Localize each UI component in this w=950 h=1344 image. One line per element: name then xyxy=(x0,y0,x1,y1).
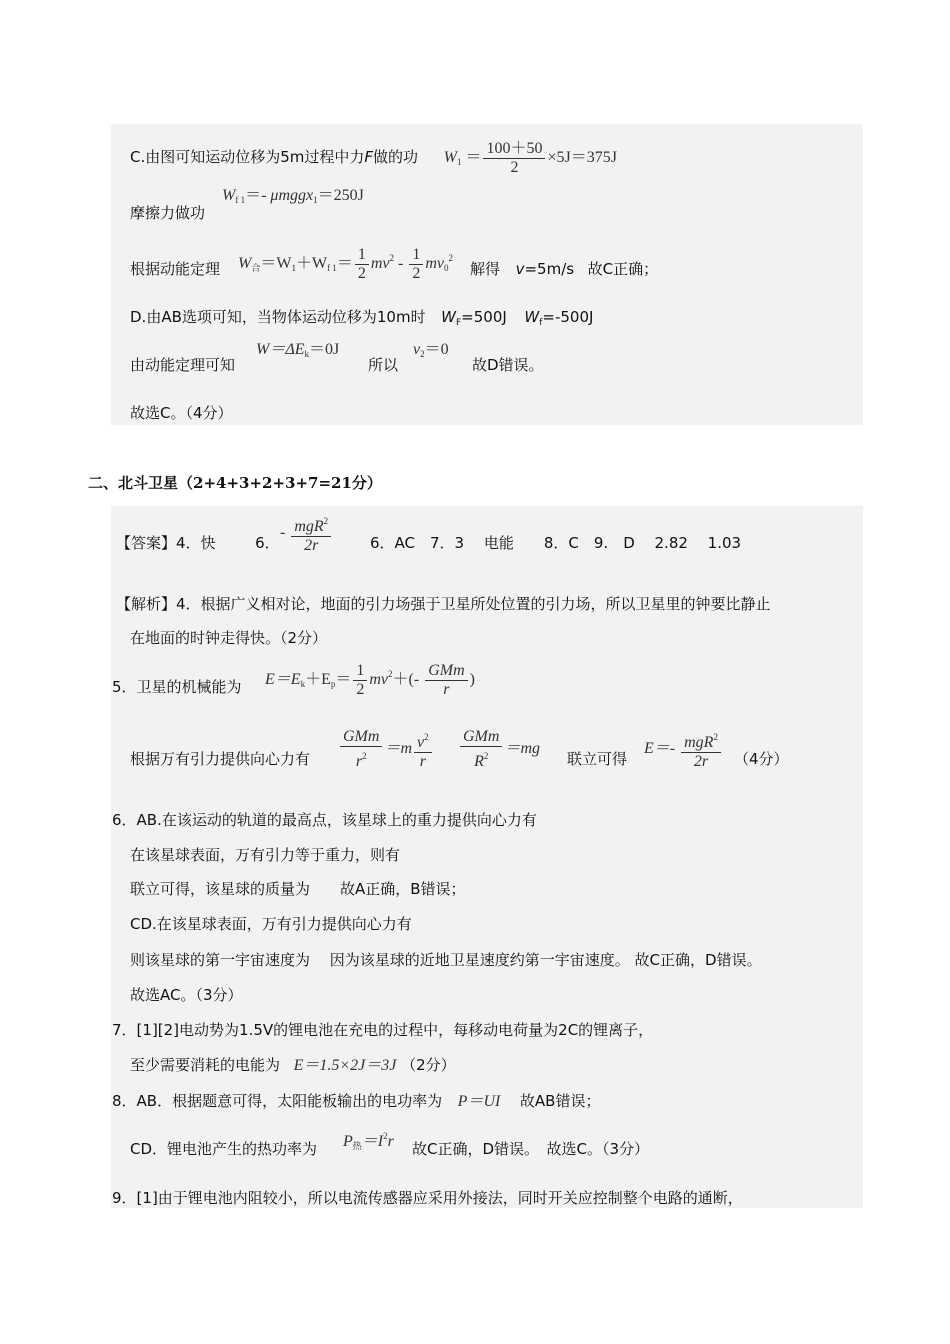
d2-v-formula: $v_2=0$ xyxy=(413,341,449,359)
ke-line: 根据动能定理 xyxy=(130,260,221,278)
q8-line-1: 8．AB．根据题意可得，太阳能板输出的电功率为 P＝UI 故AB错误； xyxy=(112,1092,601,1110)
friction-formula: $W_{f 1}=-$ μmggx$_1$＝250J xyxy=(222,187,364,205)
d2-line: 由动能定理可知 xyxy=(130,356,236,374)
d-line: D.由AB选项可知，当物体运动位移为10m时 $W_F=500J$ $W_f=-500J$ xyxy=(130,308,594,328)
ke-formula: $W_合=W_1+W_{f 1}=$ $\frac{1}{2}$ $mv^2$ - $\frac{1}{2}$ $mv_0^2$ xyxy=(238,246,453,282)
work-formula: $W_1$ ＝ $\frac{100+50}{2}$ ×5J＝375J xyxy=(443,140,617,176)
d2-wrong: 故D错误。 xyxy=(472,356,544,374)
section-heading: 二、北斗卫星（2+4+3+2+3+7=21分） xyxy=(88,474,382,492)
q5b-formula-2: $\frac{\text{GMm}}{R^2}$ ＝mg xyxy=(458,728,540,771)
c-line: C.由图可知运动位移为5m过程中力F做的功 $W_1$ ＝ $\frac{100+50}{2}$ ×5J＝375J xyxy=(130,140,617,176)
q5b-score: （4分） xyxy=(734,750,789,768)
q5b-line: 根据万有引力提供向心力有 xyxy=(130,750,311,768)
q8-line-2b: 故C正确，D错误。 故选C。（3分） xyxy=(412,1140,650,1158)
q6-line-3: 联立可得，该星球的质量为 故A正确，B错误； xyxy=(130,880,466,898)
d2-so: 所以 xyxy=(368,356,399,374)
q5-formula: $E=E_k+E_p=$ $\frac{1}{2}$ $mv^2+(-$ $\frac{\text{GMm}}{r}$ ) xyxy=(265,662,475,698)
ke-solve: 解得 v=5m/s 故C正确； xyxy=(470,260,659,278)
answer-6-formula: - $\frac{mgR^2}{2r}$ xyxy=(280,512,333,555)
q5b-result: E＝- $\frac{mgR^2}{2r}$ xyxy=(644,728,723,771)
q6-line-6: 故选AC。（3分） xyxy=(130,986,243,1004)
d2-formula: $W=\Delta E_k=0J$ xyxy=(256,341,340,359)
answer-rest: 6．AC 7．3 电能 8．C 9. D 2.82 1.03 xyxy=(370,534,742,552)
jiexi-line-2: 在地面的时钟走得快。（2分） xyxy=(130,629,328,647)
q5b-formula-1: $\frac{\text{GMm}}{r^2}$ ＝m $\frac{v^2}{r}$ xyxy=(338,728,434,771)
q9-line-1: 9．[1]由于锂电池内阻较小，所以电流传感器应采用外接法，同时开关应控制整个电路的通断， xyxy=(112,1189,743,1207)
q6-line-1: 6．AB.在该运动的轨道的最高点，该星球上的重力提供向心力有 xyxy=(112,811,537,829)
q6-line-4: CD.在该星球表面，万有引力提供向心力有 xyxy=(130,915,412,933)
q7-line-2: 至少需要消耗的电能为 E＝1.5×2J＝3J （2分） xyxy=(130,1056,456,1074)
q8-line-2: CD．锂电池产生的热功率为 xyxy=(130,1140,318,1158)
q6-line-5: 则该星球的第一宇宙速度为 因为该星球的近地卫星速度约第一宇宙速度。 故C正确，D错误。 xyxy=(130,951,762,969)
q7-line-1: 7．[1][2]电动势为1.5V的锂电池在充电的过程中，每移动电荷量为2C的锂离子， xyxy=(112,1021,654,1039)
q6-line-2: 在该星球表面，万有引力等于重力，则有 xyxy=(130,846,401,864)
q5-line: 5．卫星的机械能为 xyxy=(112,678,242,696)
q8-heat-formula: $P_热=I^2r$ xyxy=(343,1131,394,1151)
friction-line: 摩擦力做功 xyxy=(130,204,206,222)
jiexi-line-1: 【解析】4．根据广义相对论，地面的引力场强于卫星所处位置的引力场，所以卫星里的钟要比静止 xyxy=(116,595,771,613)
choose-c: 故选C。（4分） xyxy=(130,404,233,422)
q5b-join: 联立可得 xyxy=(567,750,628,768)
answer-line: 【答案】4．快 6． xyxy=(116,534,280,552)
